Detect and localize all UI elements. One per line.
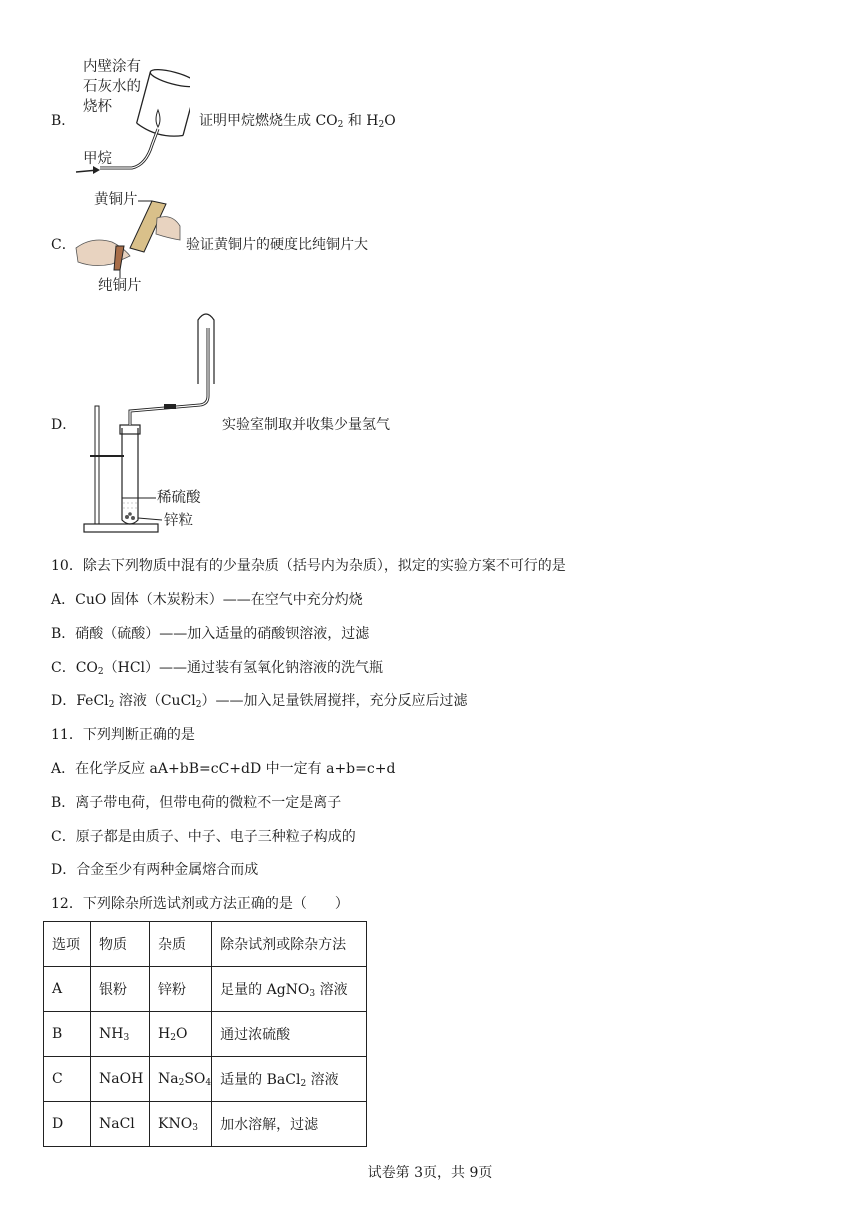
table-row xyxy=(44,967,367,1012)
q12-stem: 12．下列除杂所选试剂或方法正确的是（ ） xyxy=(51,896,349,912)
table-cell-substance: NaCl xyxy=(91,1102,150,1147)
q10-option-d: D．FeCl$_2$ 溶液（CuCl$_2$）——加入足量铁屑搅拌，充分反应后过滤 xyxy=(51,693,468,710)
inverted-beaker-burner-svg xyxy=(70,55,190,185)
figure-label-methane: 甲烷 xyxy=(83,151,112,167)
brass-copper-scratch-svg xyxy=(72,188,182,298)
option-c-letter: C． xyxy=(51,237,76,253)
table-cell-substance: NaOH xyxy=(91,1057,150,1102)
hydrogen-generation-svg xyxy=(80,308,230,538)
table-header-cell: 选项 xyxy=(44,922,91,967)
q11-option-a: A．在化学反应 aA+bB=cC+dD 中一定有 a+b=c+d xyxy=(51,761,396,777)
table-cell-method: 足量的 AgNO$_3$ 溶液 xyxy=(212,967,367,1012)
option-b-caption: 证明甲烷燃烧生成 $CO_2$ 和 $H_2O$ xyxy=(199,113,396,130)
q12-options-table xyxy=(43,921,367,1147)
table-header-row xyxy=(44,922,367,967)
table-cell-option: A xyxy=(44,967,91,1012)
option-b-letter: B． xyxy=(51,113,76,129)
table-cell-method: 适量的 BaCl$_2$ 溶液 xyxy=(212,1057,367,1102)
figure-label-limewater: 石灰水的 xyxy=(83,79,141,95)
table-header-cell: 杂质 xyxy=(150,922,212,967)
q11-stem: 11．下列判断正确的是 xyxy=(51,727,195,743)
page-footer: 试卷第 3页，共 9页 xyxy=(367,1165,493,1181)
figure-label-brass: 黄铜片 xyxy=(94,192,138,208)
option-d-caption: 实验室制取并收集少量氢气 xyxy=(222,417,390,433)
table-header-cell: 物质 xyxy=(91,922,150,967)
figure-label-inner-wall: 内壁涂有 xyxy=(83,59,141,75)
table-cell-substance: 银粉 xyxy=(91,967,150,1012)
q10-option-a: A．CuO 固体（木炭粉末）——在空气中充分灼烧 xyxy=(51,592,363,608)
q11-option-c: C．原子都是由质子、中子、电子三种粒子构成的 xyxy=(51,829,356,845)
table-cell-option: B xyxy=(44,1012,91,1057)
table-header-cell: 除杂试剂或除杂方法 xyxy=(212,922,367,967)
table-cell-impurity: $KNO_3$ xyxy=(150,1102,212,1147)
table-cell-option: C xyxy=(44,1057,91,1102)
table-cell-substance: $NH_3$ xyxy=(91,1012,150,1057)
figure-label-copper: 纯铜片 xyxy=(98,278,142,294)
table-cell-impurity: $Na_2SO_4$ xyxy=(150,1057,212,1102)
figure-label-beaker: 烧杯 xyxy=(83,99,112,115)
figure-label-dilute-sulfuric-acid: 稀硫酸 xyxy=(157,490,201,506)
table-row xyxy=(44,1102,367,1147)
table-cell-impurity: 锌粉 xyxy=(150,967,212,1012)
table-cell-impurity: $H_2O$ xyxy=(150,1012,212,1057)
option-c-caption: 验证黄铜片的硬度比纯铜片大 xyxy=(186,237,368,253)
hydrogen-apparatus-figure xyxy=(80,308,230,538)
table-row xyxy=(44,1012,367,1057)
table-cell-method: 加水溶解，过滤 xyxy=(212,1102,367,1147)
q10-option-c: C．$CO_2(HCl)——$通过装有氢氧化钠溶液的洗气瓶 xyxy=(51,660,384,677)
table-cell-option: D xyxy=(44,1102,91,1147)
option-d-letter: D． xyxy=(51,417,77,433)
q10-option-b: B．硝酸（硫酸）——加入适量的硝酸钡溶液，过滤 xyxy=(51,626,370,642)
q11-option-b: B．离子带电荷，但带电荷的微粒不一定是离子 xyxy=(51,795,342,811)
brass-hardness-figure xyxy=(72,188,182,298)
table-row xyxy=(44,1057,367,1102)
figure-label-zinc-granules: 锌粒 xyxy=(164,513,193,529)
table-cell-method: 通过浓硫酸 xyxy=(212,1012,367,1057)
q11-option-d: D．合金至少有两种金属熔合而成 xyxy=(51,862,259,878)
methane-combustion-figure xyxy=(70,55,190,185)
q10-stem: 10．除去下列物质中混有的少量杂质（括号内为杂质），拟定的实验方案不可行的是 xyxy=(51,558,566,574)
